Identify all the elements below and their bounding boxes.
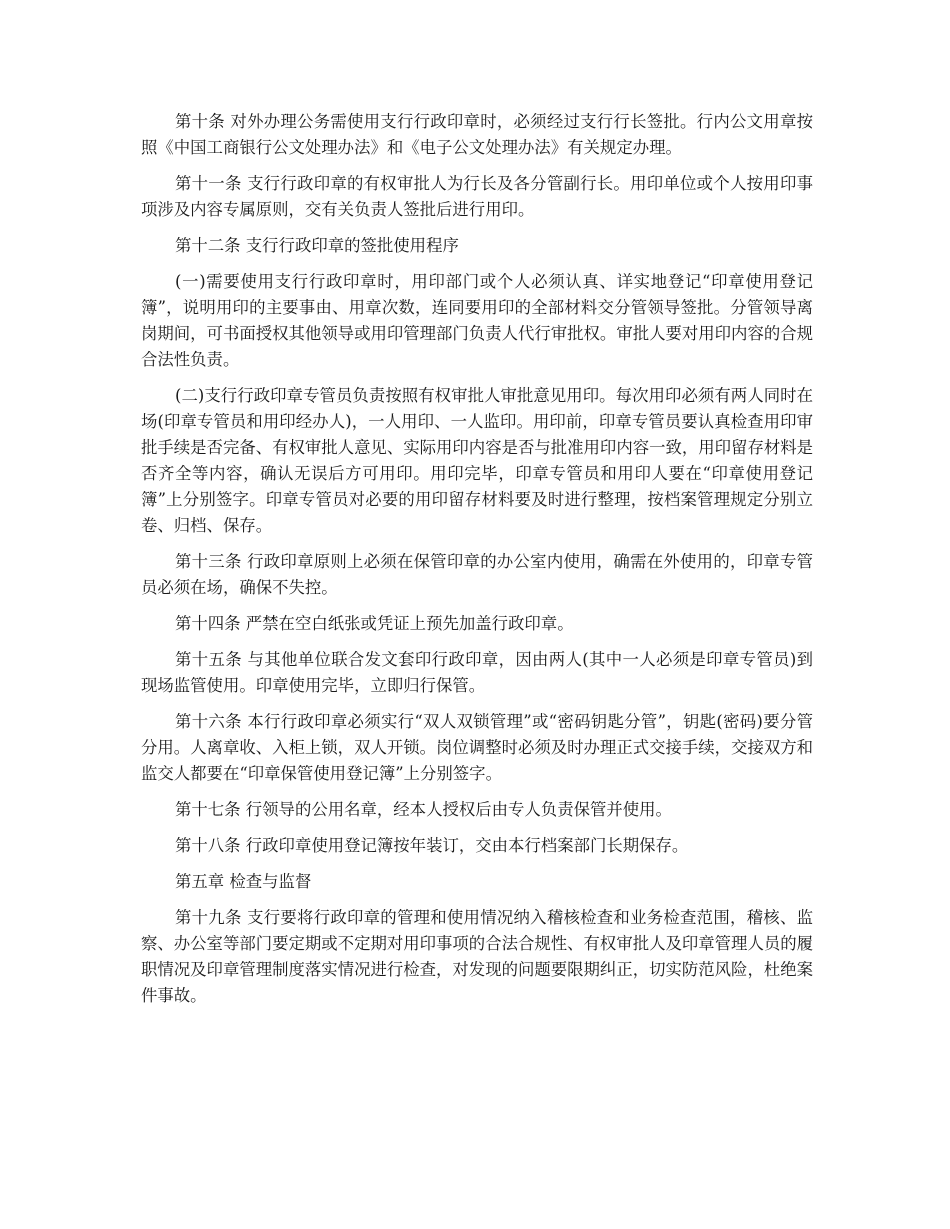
article-15: 第十五条 与其他单位联合发文套印行政印章，因由两人(其中一人必须是印章专管员)到现场监管使用。印章使用完毕，立即归行保管。: [141, 650, 813, 695]
article-10: 第十条 对外办理公务需使用支行行政印章时，必须经过支行行长签批。行内公文用章按照《中国工商银行公文处理办法》和《电子公文处理办法》有关规定办理。: [141, 112, 813, 157]
article-17: 第十七条 行领导的公用名章，经本人授权后由专人负责保管并使用。: [175, 800, 672, 819]
article-16: 第十六条 本行行政印章必须实行“双人双锁管理”或“密码钥匙分管”，钥匙(密码)要分管分用。人离章收、入柜上锁，双人开锁。岗位调整时必须及时办理正式交接手续，交接双方和监交人都要在“印章保管使用登记簿”上分别签字。: [141, 712, 814, 783]
article-18: 第十八条 行政印章使用登记簿按年装订，交由本行档案部门长期保存。: [175, 836, 689, 855]
document-body: [141, 109, 813, 1019]
article-12-heading: 第十二条 支行行政印章的签批使用程序: [175, 236, 459, 255]
chapter-5-heading: 第五章 检查与监督: [175, 872, 312, 891]
article-12-item-1: (一)需要使用支行行政印章时，用印部门或个人必须认真、详实地登记“印章使用登记簿”，说明用印的主要事由、用章次数，连同要用印的全部材料交分管领导签批。分管领导离岗期间，可书面授权其他领导或用印管理部门负责人代行审批权。审批人要对用印内容的合规合法性负责。: [141, 272, 814, 369]
article-14: 第十四条 严禁在空白纸张或凭证上预先加盖行政印章。: [175, 614, 574, 633]
article-19: 第十九条 支行要将行政印章的管理和使用情况纳入稽核检查和业务检查范围，稽核、监察、办公室等部门要定期或不定期对用印事项的合法合规性、有权审批人及印章管理人员的履职情况及印章管理制度落实情况进行检查，对发现的问题要限期纠正，切实防范风险，杜绝案件事故。: [141, 908, 814, 1005]
article-12-item-2: (二)支行行政印章专管员负责按照有权审批人审批意见用印。每次用印必须有两人同时在场(印章专管员和用印经办人)，一人用印、一人监印。用印前，印章专管员要认真检查用印审批手续是否完备、有权审批人意见、实际用印内容是否与批准用印内容一致，用印留存材料是否齐全等内容，确认无误后方可用印。用印完毕，印章专管员和用印人要在“印章使用登记簿”上分别签字。印章专管员对必要的用印留存材料要及时进行整理，按档案管理规定分别立卷、归档、保存。: [141, 386, 814, 535]
article-11: 第十一条 支行行政印章的有权审批人为行长及各分管副行长。用印单位或个人按用印事项涉及内容专属原则，交有关负责人签批后进行用印。: [141, 174, 813, 219]
article-13: 第十三条 行政印章原则上必须在保管印章的办公室内使用，确需在外使用的，印章专管员必须在场，确保不失控。: [141, 552, 813, 597]
